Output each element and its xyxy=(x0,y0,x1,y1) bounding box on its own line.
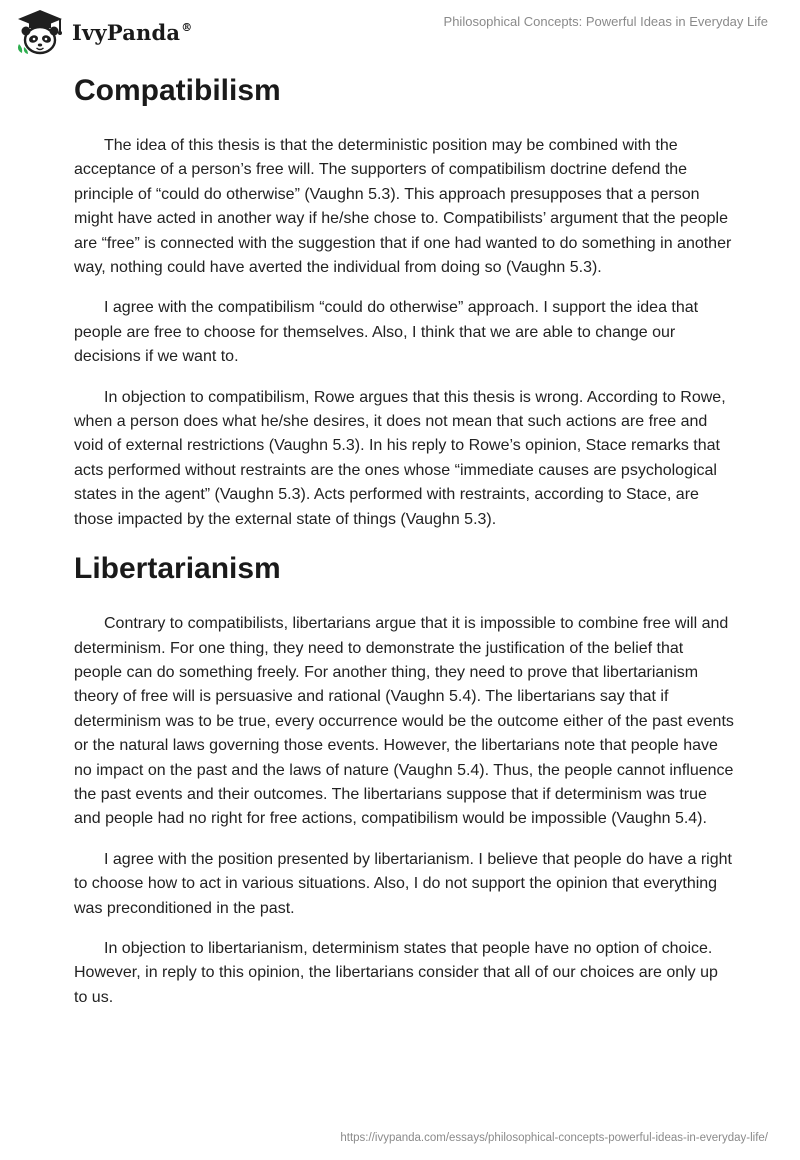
paragraph: I agree with the position presented by libertarianism. I believe that people do have a right to choose how to act in various situations. Also, I do not support the opinion that everything was preconditioned in the past. xyxy=(74,850,732,917)
paragraph: Contrary to compatibilists, libertarians argue that it is impossible to combine free will and determinism. For one thing, they need to demonstrate the justification of the belief that people can do something freely. For another thing, they need to prove that libertarianism theory of free will is persuasive and rational (Vaughn 5.4). The libertarians say that if determinism was to be true, every occurrence would be the outcome either of the past events or the natural laws governing those events. However, the libertarians note that people have no impact on the past and the laws of nature (Vaughn 5.4). Thus, the people cannot influence the past events and their outcomes. The libertarians suppose that if determinism was true and people had no right for free actions, compatibilism would be impossible (Vaughn 5.4). xyxy=(74,615,734,828)
paragraph: In objection to libertarianism, determinism states that people have no option of choice. However, in reply to this opinion, the libertarians consider that all of our choices are only up to us. xyxy=(74,939,718,1006)
ivypanda-logo[interactable] xyxy=(14,8,192,56)
paragraph: The idea of this thesis is that the deterministic position may be combined with the acceptance of a person’s free will. The supporters of compatibilism doctrine defend the principle of “could do otherwise” (Vaughn 5.3). This approach presupposes that a person might have acted in another way if he/she chose to. Compatibilists’ argument that the people are “free” is connected with the suggestion that if one had wanted to do something in another way, nothing could have averted the individual from doing so (Vaughn 5.3). xyxy=(74,137,732,277)
brand-name: IvyPanda® xyxy=(72,19,193,45)
section-heading-compatibilism: Compatibilism xyxy=(74,74,281,107)
section-heading-libertarianism: Libertarianism xyxy=(74,552,281,586)
document-title: Philosophical Concepts: Powerful Ideas in Everyday Life xyxy=(443,14,768,29)
source-url[interactable]: https://ivypanda.com/essays/philosophical-concepts-powerful-ideas-in-everyday-life/ xyxy=(340,1132,768,1144)
page-header xyxy=(0,0,800,62)
paragraph: In objection to compatibilism, Rowe argues that this thesis is wrong. According to Rowe, when a person does what he/she desires, it does not mean that such actions are free and void of external restrictions (Vaughn 5.3). In his reply to Rowe’s opinion, Stace remarks that acts performed without restraints are the ones whose “immediate causes are psychological states in the agent” (Vaughn 5.3). Acts performed with restraints, according to Stace, are those impacted by the external state of things (Vaughn 5.3). xyxy=(74,388,726,528)
panda-graduate-icon xyxy=(14,8,66,56)
paragraph: I agree with the compatibilism “could do otherwise” approach. I support the idea that people are free to choose for themselves. Also, I think that we are able to change our decisions if we want to. xyxy=(74,299,699,366)
essay-body xyxy=(74,70,734,1026)
